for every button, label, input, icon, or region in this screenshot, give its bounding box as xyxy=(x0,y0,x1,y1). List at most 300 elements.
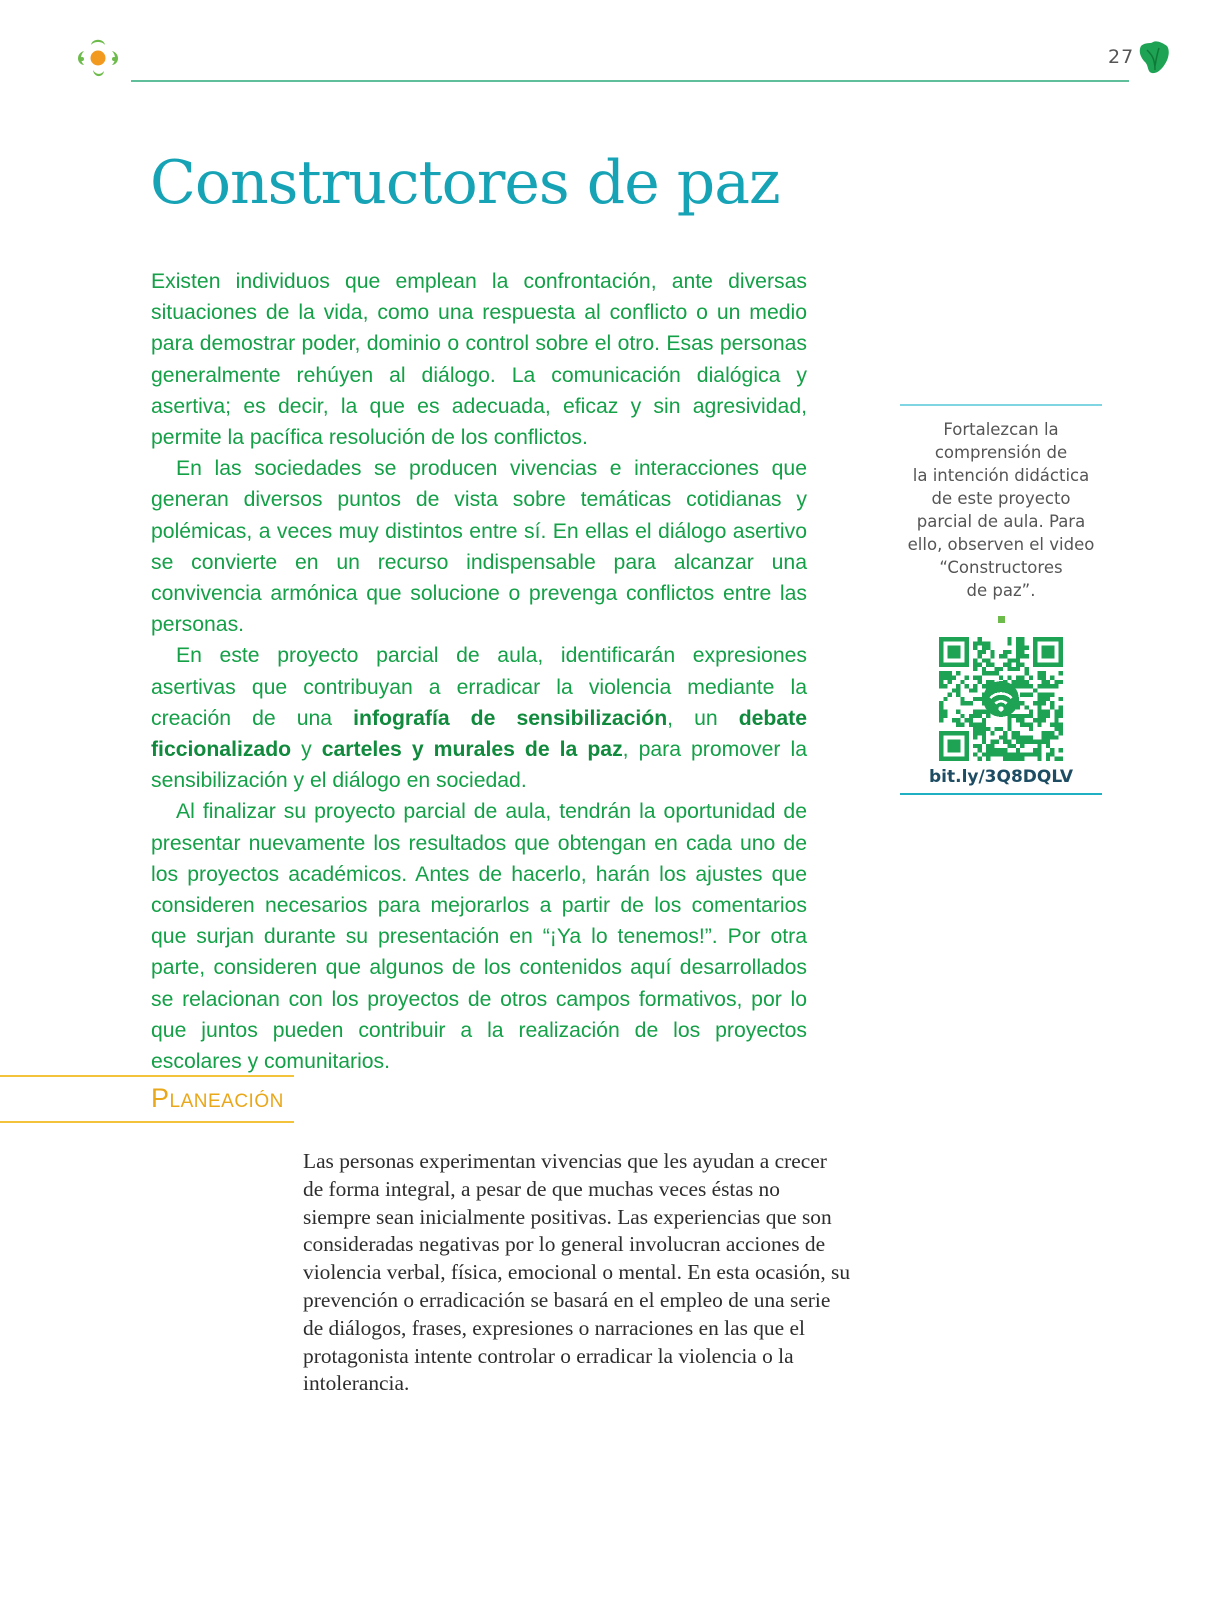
qr-module xyxy=(1007,658,1011,662)
qr-module xyxy=(977,637,981,641)
qr-module xyxy=(1012,667,1016,671)
qr-module xyxy=(990,663,994,667)
sidebar-bottom-rule xyxy=(900,793,1102,795)
qr-module xyxy=(1003,663,1007,667)
qr-module xyxy=(1054,718,1058,722)
qr-module xyxy=(1025,693,1029,697)
qr-module xyxy=(1046,710,1050,714)
qr-module xyxy=(1025,654,1029,658)
qr-module xyxy=(1054,727,1058,731)
intro-paragraph xyxy=(151,640,807,796)
qr-module xyxy=(990,744,994,748)
qr-module xyxy=(1020,646,1024,650)
qr-module xyxy=(1016,714,1020,718)
qr-module xyxy=(1007,752,1011,756)
qr-module xyxy=(999,752,1003,756)
qr-module xyxy=(1042,697,1046,701)
qr-module xyxy=(1020,650,1024,654)
qr-module xyxy=(960,680,964,684)
qr-module xyxy=(1050,748,1054,752)
leaf-icon xyxy=(1137,40,1171,76)
qr-module xyxy=(990,740,994,744)
qr-module xyxy=(1003,740,1007,744)
qr-module xyxy=(986,727,990,731)
qr-module xyxy=(986,663,990,667)
sidebar-line: de este proyecto xyxy=(931,489,1071,508)
qr-module xyxy=(1046,680,1050,684)
qr-module xyxy=(982,658,986,662)
qr-module xyxy=(1020,654,1024,658)
sidebar-line: comprensión de xyxy=(934,443,1068,462)
qr-module xyxy=(1046,714,1050,718)
qr-module xyxy=(1042,675,1046,679)
qr-module xyxy=(1042,718,1046,722)
qr-module xyxy=(1046,684,1050,688)
qr-module xyxy=(1042,701,1046,705)
video-link[interactable]: bit.ly/3Q8DQLV xyxy=(928,767,1074,787)
qr-module xyxy=(1037,744,1041,748)
bold-term-carteles: carteles y murales de la paz xyxy=(321,738,623,762)
qr-module xyxy=(973,723,977,727)
qr-module xyxy=(1050,731,1054,735)
qr-module xyxy=(939,680,943,684)
qr-module xyxy=(973,752,977,756)
qr-module xyxy=(986,752,990,756)
qr-module xyxy=(965,675,969,679)
qr-module xyxy=(1025,723,1029,727)
qr-module xyxy=(969,718,973,722)
qr-module xyxy=(986,757,990,761)
qr-module xyxy=(1033,701,1037,705)
qr-module xyxy=(1012,714,1016,718)
qr-module xyxy=(995,748,999,752)
qr-module xyxy=(982,710,986,714)
qr-module xyxy=(995,667,999,671)
qr-module xyxy=(1046,697,1050,701)
intro-text xyxy=(151,266,807,1077)
qr-module xyxy=(1003,735,1007,739)
qr-module xyxy=(1012,757,1016,761)
qr-module xyxy=(1007,744,1011,748)
qr-module xyxy=(1020,735,1024,739)
qr-module xyxy=(939,714,943,718)
qr-module xyxy=(999,675,1003,679)
qr-module xyxy=(956,723,960,727)
qr-module xyxy=(977,731,981,735)
qr-module xyxy=(948,680,952,684)
planeacion-paragraph: Las personas experimentan vivencias que les ayudan a crecer de forma integral, a pesar de que muchas veces éstas no siempre sean inicialmente positivas. Las experiencias que son consideradas negativas por lo general involucran acciones de violencia verbal, física, emocional o mental. En esta ocasión, su prevención o erradicación se basará en el empleo de una serie de diálogos, frases, expresiones o narraciones en las que el protagonista intente controlar o erradicar la violencia o la intolerancia. xyxy=(303,1149,851,1396)
qr-module xyxy=(973,663,977,667)
qr-module xyxy=(1016,740,1020,744)
intro-paragraph: En las sociedades se producen vivencias e interacciones que generan diversos puntos de vista sobre temáticas cotidianas y polémicas, a veces muy distintos entre sí. En ellas el diálogo asertivo se convierte en un recurso indispensable para alcanzar una convivencia armónica que solucione o prevenga conflictos entre las personas. xyxy=(151,457,807,637)
qr-module xyxy=(1042,731,1046,735)
qr-module xyxy=(1003,757,1007,761)
qr-module xyxy=(1029,735,1033,739)
sidebar-line: Fortalezcan la xyxy=(943,420,1059,439)
qr-module xyxy=(1016,675,1020,679)
qr-module xyxy=(1033,748,1037,752)
qr-module xyxy=(943,684,947,688)
qr-module xyxy=(1003,650,1007,654)
qr-module xyxy=(1020,684,1024,688)
qr-module xyxy=(1007,650,1011,654)
qr-module xyxy=(977,680,981,684)
qr-module xyxy=(939,671,943,675)
qr-module xyxy=(1050,684,1054,688)
qr-module xyxy=(1046,740,1050,744)
qr-module xyxy=(986,646,990,650)
wifi-badge-icon xyxy=(983,681,1019,717)
bullet-dot xyxy=(998,616,1005,623)
qr-module xyxy=(1033,740,1037,744)
sidebar-top-rule xyxy=(900,404,1102,406)
qr-module xyxy=(1020,757,1024,761)
qr-module xyxy=(1007,667,1011,671)
qr-module xyxy=(1050,701,1054,705)
qr-module xyxy=(1042,684,1046,688)
qr-module xyxy=(1016,748,1020,752)
qr-module xyxy=(973,727,977,731)
qr-module xyxy=(1016,684,1020,688)
qr-module xyxy=(1050,705,1054,709)
qr-module xyxy=(1029,740,1033,744)
qr-module xyxy=(1016,718,1020,722)
qr-module xyxy=(948,675,952,679)
qr-code-icon[interactable] xyxy=(939,637,1063,761)
qr-module xyxy=(990,650,994,654)
qr-module xyxy=(1046,752,1050,756)
qr-module xyxy=(956,718,960,722)
qr-module xyxy=(956,710,960,714)
qr-module xyxy=(1029,723,1033,727)
qr-module xyxy=(1046,757,1050,761)
qr-module xyxy=(1046,735,1050,739)
qr-module xyxy=(1016,637,1020,641)
sidebar-line: ello, observen el video xyxy=(907,535,1095,554)
qr-module xyxy=(956,671,960,675)
qr-module xyxy=(986,641,990,645)
qr-module xyxy=(982,646,986,650)
qr-module xyxy=(1054,710,1058,714)
qr-module xyxy=(1037,710,1041,714)
qr-module xyxy=(1016,757,1020,761)
qr-module xyxy=(1025,714,1029,718)
qr-module xyxy=(990,748,994,752)
qr-module xyxy=(1054,735,1058,739)
qr-module xyxy=(1029,684,1033,688)
text-run: y xyxy=(291,738,322,762)
section-heading-label: Planeación xyxy=(151,1083,284,1113)
qr-module xyxy=(1012,731,1016,735)
qr-module xyxy=(1042,714,1046,718)
qr-module xyxy=(1020,723,1024,727)
qr-module xyxy=(1042,680,1046,684)
qr-module xyxy=(1037,714,1041,718)
qr-module xyxy=(1037,693,1041,697)
qr-module xyxy=(1012,744,1016,748)
sidebar-line: “Constructores xyxy=(939,558,1063,577)
bold-term-debate: debate ficcionalizado xyxy=(151,706,807,762)
qr-module xyxy=(965,684,969,688)
qr-module xyxy=(1025,671,1029,675)
qr-module xyxy=(999,667,1003,671)
qr-module xyxy=(1037,671,1041,675)
qr-module xyxy=(1037,748,1041,752)
qr-module xyxy=(982,740,986,744)
qr-module xyxy=(1033,718,1037,722)
qr-module xyxy=(1037,675,1041,679)
qr-module xyxy=(1016,650,1020,654)
qr-module xyxy=(1059,697,1063,701)
wifi-dot xyxy=(998,706,1003,711)
qr-module xyxy=(952,688,956,692)
qr-module xyxy=(973,744,977,748)
qr-module xyxy=(1003,654,1007,658)
qr-module xyxy=(982,650,986,654)
qr-module xyxy=(1029,752,1033,756)
qr-module xyxy=(969,701,973,705)
qr-module xyxy=(960,697,964,701)
qr-module xyxy=(1025,667,1029,671)
qr-module xyxy=(1033,688,1037,692)
qr-module xyxy=(1059,731,1063,735)
qr-module xyxy=(1016,641,1020,645)
qr-module xyxy=(1016,667,1020,671)
flower-logo-icon xyxy=(72,32,124,84)
qr-module xyxy=(977,748,981,752)
qr-module xyxy=(1037,697,1041,701)
qr-module xyxy=(973,710,977,714)
qr-module xyxy=(965,701,969,705)
qr-module xyxy=(1007,637,1011,641)
qr-module xyxy=(1016,752,1020,756)
qr-module xyxy=(1050,675,1054,679)
qr-module xyxy=(1059,671,1063,675)
qr-module xyxy=(999,748,1003,752)
qr-module xyxy=(943,710,947,714)
qr-module xyxy=(1003,752,1007,756)
qr-module xyxy=(948,671,952,675)
qr-module xyxy=(990,671,994,675)
qr-module xyxy=(1042,671,1046,675)
qr-module xyxy=(999,735,1003,739)
qr-module xyxy=(1037,718,1041,722)
qr-module xyxy=(1054,684,1058,688)
qr-module xyxy=(977,697,981,701)
qr-module xyxy=(1054,714,1058,718)
qr-module xyxy=(973,675,977,679)
qr-module xyxy=(977,727,981,731)
qr-module xyxy=(995,727,999,731)
qr-module xyxy=(956,688,960,692)
text-run: En este proyecto parcial de aula, identificarán expresiones asertivas que contribuyan a erradicar la violencia mediante la creación de una xyxy=(151,644,807,730)
qr-module xyxy=(939,701,943,705)
qr-module xyxy=(1050,693,1054,697)
qr-module xyxy=(943,714,947,718)
qr-module xyxy=(1037,757,1041,761)
qr-module xyxy=(1007,757,1011,761)
qr-module xyxy=(939,675,943,679)
qr-module xyxy=(973,658,977,662)
qr-module xyxy=(1007,641,1011,645)
qr-module xyxy=(1050,735,1054,739)
qr-module xyxy=(1059,710,1063,714)
qr-module xyxy=(1025,752,1029,756)
qr-module xyxy=(982,671,986,675)
qr-module xyxy=(1037,705,1041,709)
qr-module xyxy=(1046,744,1050,748)
qr-module xyxy=(1016,731,1020,735)
qr-module xyxy=(969,714,973,718)
qr-module xyxy=(1037,684,1041,688)
qr-module xyxy=(1042,646,1055,659)
qr-module xyxy=(1020,701,1024,705)
qr-module xyxy=(973,641,977,645)
qr-module xyxy=(1054,723,1058,727)
qr-module xyxy=(999,654,1003,658)
qr-module xyxy=(960,701,964,705)
qr-module xyxy=(986,744,990,748)
qr-module xyxy=(977,641,981,645)
qr-module xyxy=(1050,723,1054,727)
qr-module xyxy=(969,688,973,692)
qr-module xyxy=(939,710,943,714)
qr-module xyxy=(1020,663,1024,667)
qr-module xyxy=(982,718,986,722)
qr-module xyxy=(1020,744,1024,748)
qr-module xyxy=(960,714,964,718)
sidebar-line: la intención didáctica xyxy=(912,466,1090,485)
qr-module xyxy=(1025,646,1029,650)
qr-module xyxy=(973,688,977,692)
qr-module xyxy=(973,646,977,650)
qr-module xyxy=(1046,693,1050,697)
qr-module xyxy=(1012,658,1016,662)
qr-module xyxy=(1016,646,1020,650)
qr-module xyxy=(1029,693,1033,697)
qr-module xyxy=(1012,735,1016,739)
qr-module xyxy=(982,731,986,735)
qr-module xyxy=(1007,727,1011,731)
qr-module xyxy=(960,723,964,727)
qr-module xyxy=(977,757,981,761)
qr-module xyxy=(1029,675,1033,679)
qr-module xyxy=(1020,675,1024,679)
qr-module xyxy=(973,735,977,739)
qr-module xyxy=(1020,680,1024,684)
qr-module xyxy=(1025,680,1029,684)
qr-module xyxy=(999,727,1003,731)
bold-term-infografia: infografía de sensibilización xyxy=(353,706,668,730)
qr-module xyxy=(1037,752,1041,756)
qr-module xyxy=(1037,740,1041,744)
qr-module xyxy=(1059,748,1063,752)
qr-module xyxy=(1007,663,1011,667)
qr-module xyxy=(939,705,943,709)
qr-module xyxy=(1020,641,1024,645)
qr-module xyxy=(990,752,994,756)
qr-module xyxy=(995,671,999,675)
sidebar-line: de paz”. xyxy=(966,581,1036,600)
qr-module xyxy=(1054,757,1058,761)
qr-module xyxy=(943,671,947,675)
qr-module xyxy=(1025,740,1029,744)
qr-module xyxy=(948,740,961,753)
qr-module xyxy=(977,744,981,748)
qr-module xyxy=(995,752,999,756)
qr-module xyxy=(977,723,981,727)
qr-module xyxy=(1007,675,1011,679)
qr-module xyxy=(1037,701,1041,705)
qr-module xyxy=(973,697,977,701)
qr-module xyxy=(973,684,977,688)
qr-module xyxy=(1016,680,1020,684)
qr-module xyxy=(1059,723,1063,727)
qr-module xyxy=(1059,705,1063,709)
qr-module xyxy=(1025,705,1029,709)
qr-module xyxy=(1020,693,1024,697)
qr-module xyxy=(1020,714,1024,718)
qr-module xyxy=(1016,654,1020,658)
qr-module xyxy=(1003,731,1007,735)
qr-module xyxy=(982,735,986,739)
qr-module xyxy=(977,650,981,654)
header-rule xyxy=(131,80,1129,82)
qr-module xyxy=(948,693,952,697)
qr-module xyxy=(1020,740,1024,744)
qr-module xyxy=(990,731,994,735)
qr-module xyxy=(977,654,981,658)
intro-paragraph: Al finalizar su proyecto parcial de aula, tendrán la oportunidad de presentar nuevamente los resultados que obtengan en cada uno de los proyectos académicos. Antes de hacerlo, harán los ajustes que consideren necesarios para mejorarlos a partir de los comentarios que surjan durante su presentación en “¡Ya lo tenemos!”. Por otra parte, consideren que algunos de los contenidos aquí desarrollados se relacionan con los proyectos de otros campos formativos, por lo que juntos pueden contribuir a la realización de los proyectos escolares y comunitarios. xyxy=(151,800,807,1074)
page-title: Constructores de paz xyxy=(150,148,780,218)
video-sidebar xyxy=(900,404,1102,795)
qr-module xyxy=(1025,684,1029,688)
qr-module xyxy=(973,667,977,671)
qr-module xyxy=(1042,710,1046,714)
qr-module xyxy=(1020,752,1024,756)
qr-module xyxy=(1029,727,1033,731)
qr-module xyxy=(939,718,943,722)
qr-module xyxy=(1020,718,1024,722)
qr-module xyxy=(1033,752,1037,756)
qr-module xyxy=(1020,637,1024,641)
qr-module xyxy=(943,675,947,679)
qr-module xyxy=(986,714,990,718)
qr-module xyxy=(939,684,943,688)
section-heading-planeacion xyxy=(0,1075,294,1123)
qr-module xyxy=(1007,718,1011,722)
qr-module xyxy=(986,658,990,662)
qr-module xyxy=(1016,658,1020,662)
sidebar-note xyxy=(900,418,1102,602)
qr-module xyxy=(1012,752,1016,756)
qr-module xyxy=(1016,735,1020,739)
qr-module xyxy=(986,680,990,684)
sidebar-line: parcial de aula. Para xyxy=(916,512,1086,531)
qr-module xyxy=(1029,710,1033,714)
qr-module xyxy=(1059,757,1063,761)
qr-module xyxy=(952,718,956,722)
qr-module xyxy=(1059,680,1063,684)
text-run: , un xyxy=(667,706,739,730)
qr-module xyxy=(982,727,986,731)
qr-module xyxy=(982,723,986,727)
qr-module xyxy=(1042,735,1046,739)
qr-module xyxy=(986,748,990,752)
qr-module xyxy=(990,654,994,658)
qr-module xyxy=(982,752,986,756)
qr-module xyxy=(1037,723,1041,727)
